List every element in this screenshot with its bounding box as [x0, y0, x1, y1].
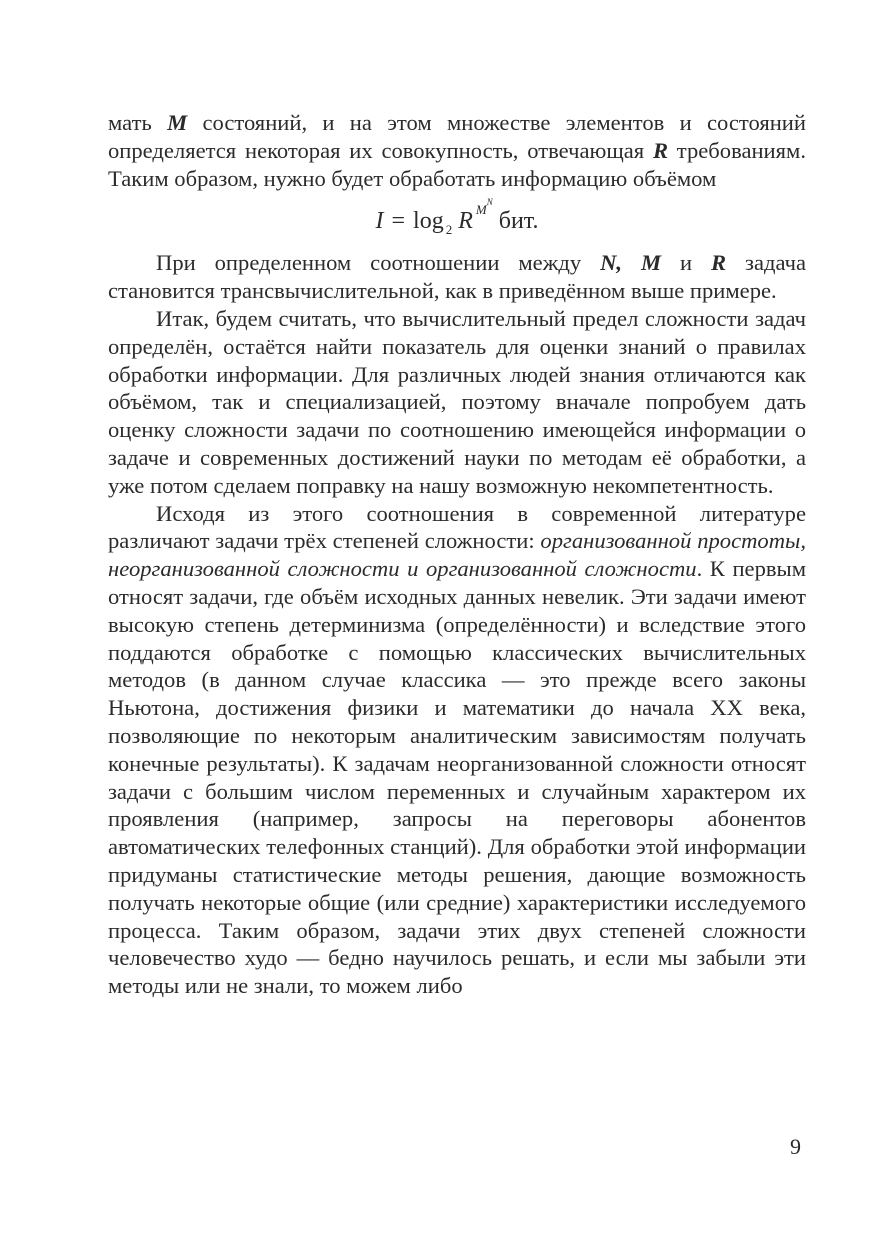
formula-r: R [458, 208, 473, 235]
variable-m: M [167, 110, 188, 135]
paragraph-2 [108, 249, 806, 305]
formula-exponent-n: N [486, 197, 493, 208]
variable-r: R [711, 250, 727, 276]
formula-exponent-m: M [475, 202, 487, 218]
paragraph-1 [108, 109, 806, 192]
formula-unit: бит. [498, 208, 539, 235]
text-run: задача становится трансвычислительной, как в приведённом выше примере. [108, 250, 807, 304]
variables-n-m: N, M [600, 250, 662, 276]
paragraph-4 [108, 500, 806, 1000]
text-run: При определенном соотношении между [156, 250, 601, 276]
variable-r: R [652, 137, 669, 163]
formula-lhs: I [375, 208, 384, 235]
formula-log-base: 2 [445, 222, 453, 238]
text-run: и [661, 250, 712, 276]
formula-equals: = [391, 208, 406, 235]
formula-log: log [413, 208, 444, 235]
text-run: состояний, и на этом множестве элементов и состояний определяется некоторая их совокупность, отвечающая [108, 110, 806, 163]
body-text [108, 109, 806, 1000]
formula [108, 193, 806, 251]
text-run: Исходя из этого соотношения в современной литературе различают задачи трёх степеней сложности: [108, 500, 806, 554]
text-run: мать [108, 110, 168, 135]
page-number: 9 [790, 1134, 801, 1159]
paragraph-3: Итак, будем считать, что вычислительный предел сложности задач определён, остаётся найти показатель для оценки знаний о правилах обработки информации. Для различных людей знания отличаются как объёмом, так и специализацией, поэтому вначале попробуем дать оценку сложности задачи по соотношению имеющейся информации о задаче и современных достижений науки по методам её обработки, а уже потом сделаем поправку на нашу возможную некомпетентность. [108, 305, 806, 498]
text-run: требованиям. Таким образом, нужно будет обработать информацию объёмом [108, 137, 806, 191]
text-run: . К первым относят задачи, где объём исходных данных невелик. Эти задачи имеют высокую степень детерминизма (определённости) и вследствие этого поддаются обработке с помощью классических вычислительных методов (в данном случае классика — это прежде всего законы Ньютона, достижения физики и математики до начала XX века, позволяющие по некоторым аналитическим зависимостям получать конечные результаты). К задачам неорганизованной сложности относят задачи с большим числом переменных и случайным характером их проявления (например, запросы на переговоры абонентов автоматических телефонных станций). Для обработки этой информации придуманы статистические методы решения, дающие возможность получать некоторые общие (или средние) характеристики исследуемого процесса. Таким образом, задачи этих двух степеней сложности человечество худо — бедно научилось решать, и если мы забыли эти методы или не знали, то можем либо [108, 556, 807, 999]
italic-term: организованной простоты, неорганизованной сложности и организованной сложности [108, 528, 806, 582]
